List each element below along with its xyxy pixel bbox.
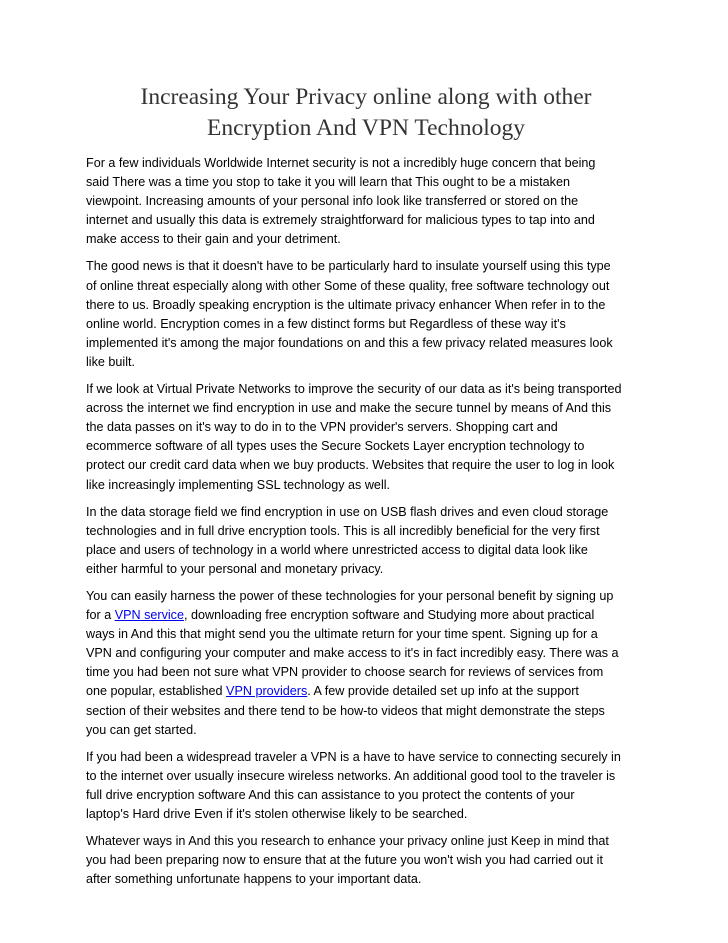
text-line: online world. Encryption comes in a few distinct forms but Regardless of these way it's [86,316,566,331]
document-page [86,82,646,897]
text-line: of online threat especially along with other Some of these quality, free software technology out [86,278,610,293]
paragraph-3 [86,380,646,495]
text-line: You can easily harness the power of these technologies for your personal benefit by signing up [86,588,614,603]
text-line: implemented it's among the major foundations on and this a few privacy related measures look [86,335,613,350]
text-line: there to us. Broadly speaking encryption is the ultimate privacy enhancer When refer in to the [86,297,606,312]
text-line: laptop's Hard drive Even if it's stolen otherwise likely to be searched. [86,807,468,821]
text-run: one popular, established [86,684,227,699]
title-line: Increasing Your Privacy online along with other [140,84,592,110]
text-line: like increasingly implementing SSL technology as well. [86,477,391,492]
text-line: ecommerce software of all types uses the Secure Sockets Layer encryption technology to [86,439,585,454]
text-line: If we look at Virtual Private Networks to improve the security of our data as it's being transported [86,382,622,397]
text-line: said There was a time you stop to take it you will learn that This ought to be a mistaken [86,175,570,190]
text-line: The good news is that it doesn't have to be particularly hard to insulate yourself using this type [86,259,611,274]
text-line [86,606,646,625]
text-line: like built. [86,354,135,369]
document-title [86,82,646,144]
text-line: time you had been not sure what VPN provider to choose search for reviews of services from [86,665,604,680]
text-line: either harmful to your personal and monetary privacy. [86,561,384,576]
text-line: full drive encryption software And this can assistance to you protect the contents of your [86,787,575,802]
text-line: For a few individuals Worldwide Internet security is not a incredibly huge concern that being [86,156,596,170]
text-line: Whatever ways in And this you research to enhance your privacy online just Keep in mind that [86,834,609,849]
text-line: protect our credit card data when we buy products. Websites that require the user to log in look [86,458,615,473]
text-line: the data passes on it's way to do in to the VPN provider's servers. Shopping cart and [86,420,558,435]
text-line: make access to their gain and your detriment. [86,232,341,247]
vpn-service-link[interactable]: VPN service [114,608,184,623]
text-line: If you had been a widespread traveler a VPN is a have to have service to connecting securely in [86,749,621,764]
paragraph-4 [86,503,646,579]
text-line: ways in And this that might send you the ultimate return for your time spent. Signing up for a [86,627,598,642]
paragraph-7 [86,832,646,889]
text-line: In the data storage field we find encryption in use on USB flash drives and even cloud storage [86,504,609,519]
paragraph-5 [86,587,646,740]
text-line: technologies and in full drive encryption tools. This is all incredibly beneficial for the very first [86,523,600,538]
paragraph-1 [86,154,646,249]
text-line: after something unfortunate happens to your important data. [86,872,422,887]
text-line: across the internet we find encryption in use and make the secure tunnel by means of And this [86,401,612,416]
text-line: you had been preparing now to ensure that at the future you won't wish you had carried out it [86,853,603,868]
text-line: viewpoint. Increasing amounts of your personal info look like transferred or stored on the [86,194,579,209]
text-line: to the internet over usually insecure wireless networks. An additional good tool to the traveler is [86,768,616,783]
text-line: VPN and configuring your computer and make access to it's in fact incredibly easy. There was a [86,646,619,661]
paragraph-2 [86,257,646,372]
vpn-providers-link[interactable]: VPN providers [226,684,308,699]
paragraph-6 [86,748,646,824]
text-line: internet and usually this data is extremely straightforward for malicious types to tap into and [86,213,595,228]
text-line: section of their websites and there tend to be how-to videos that might demonstrate the steps [86,703,605,718]
text-run: . A few provide detailed set up info at the support [307,684,579,699]
title-line: Encryption And VPN Technology [207,115,525,141]
text-line: you can get started. [86,722,197,737]
text-run: for a [86,608,115,623]
text-line [86,682,646,701]
text-line: place and users of technology in a world where unrestricted access to digital data look like [86,542,588,557]
text-run: , downloading free encryption software and Studying more about practical [184,608,595,623]
